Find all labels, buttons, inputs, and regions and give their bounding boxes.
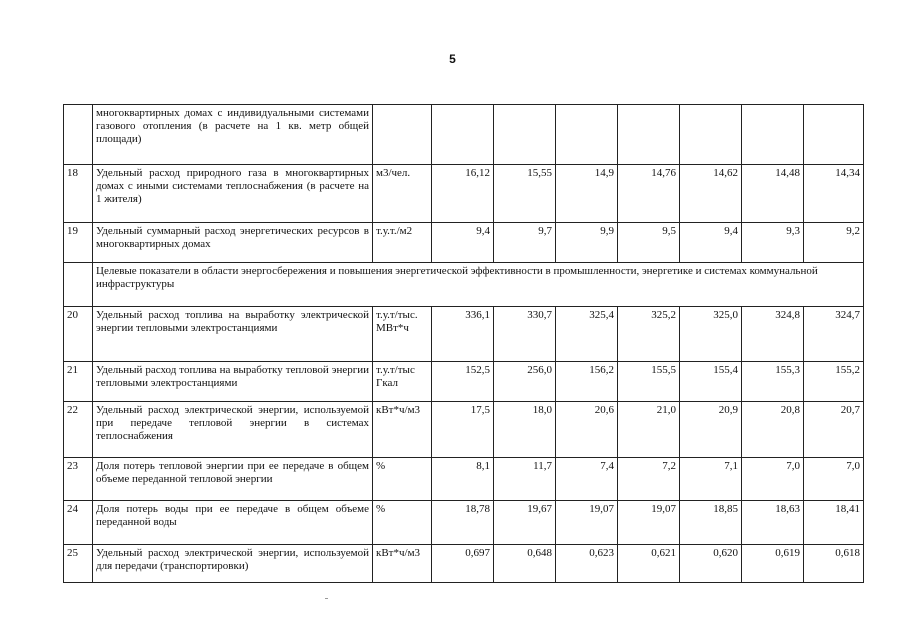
- indicators-table: [63, 104, 864, 583]
- indicator-name: Удельный расход топлива на выработку электрической энергии тепловыми электростанциями: [93, 307, 373, 362]
- value-cell: 11,7: [494, 458, 556, 501]
- table-row: [64, 458, 864, 501]
- section-heading: Целевые показатели в области энергосбережения и повышения энергетической эффективности в промышленности, энергетике и системах коммунальной инфраструктуры: [93, 263, 864, 307]
- value-cell: 8,1: [432, 458, 494, 501]
- value-cell: 14,34: [804, 165, 864, 223]
- value-cell: 0,623: [556, 545, 618, 583]
- table-row: [64, 362, 864, 402]
- value-cell: 330,7: [494, 307, 556, 362]
- value-cell: 20,6: [556, 402, 618, 458]
- value-cell: 155,4: [680, 362, 742, 402]
- value-cell: [618, 105, 680, 165]
- value-cell: 7,2: [618, 458, 680, 501]
- value-cell: 0,697: [432, 545, 494, 583]
- value-cell: [680, 105, 742, 165]
- value-cell: 0,619: [742, 545, 804, 583]
- value-cell: 20,8: [742, 402, 804, 458]
- value-cell: 18,85: [680, 501, 742, 545]
- unit-cell: кВт*ч/м3: [373, 402, 432, 458]
- row-number: 20: [64, 307, 93, 362]
- value-cell: 19,07: [556, 501, 618, 545]
- value-cell: 14,48: [742, 165, 804, 223]
- value-cell: 152,5: [432, 362, 494, 402]
- value-cell: 324,7: [804, 307, 864, 362]
- indicator-name: Доля потерь тепловой энергии при ее передаче в общем объеме переданной тепловой энергии: [93, 458, 373, 501]
- value-cell: [494, 105, 556, 165]
- indicator-name: Удельный расход природного газа в многоквартирных домах с иными системами теплоснабжения (в расчете на 1 жителя): [93, 165, 373, 223]
- value-cell: 156,2: [556, 362, 618, 402]
- value-cell: 9,4: [432, 223, 494, 263]
- value-cell: [742, 105, 804, 165]
- indicator-name: Удельный расход электрической энергии, используемой для передачи (транспортировки): [93, 545, 373, 583]
- value-cell: 325,4: [556, 307, 618, 362]
- indicator-name: Доля потерь воды при ее передаче в общем объеме переданной воды: [93, 501, 373, 545]
- value-cell: 0,620: [680, 545, 742, 583]
- value-cell: 19,07: [618, 501, 680, 545]
- value-cell: [804, 105, 864, 165]
- value-cell: 17,5: [432, 402, 494, 458]
- value-cell: 18,78: [432, 501, 494, 545]
- unit-cell: [373, 105, 432, 165]
- value-cell: 7,1: [680, 458, 742, 501]
- value-cell: 18,0: [494, 402, 556, 458]
- value-cell: 9,5: [618, 223, 680, 263]
- indicator-name: Удельный суммарный расход энергетических ресурсов в многоквартирных домах: [93, 223, 373, 263]
- value-cell: 9,4: [680, 223, 742, 263]
- indicator-name: Удельный расход топлива на выработку тепловой энергии тепловыми электростанциями: [93, 362, 373, 402]
- indicator-name: Удельный расход электрической энергии, используемой при передаче тепловой энергии в системах теплоснабжения: [93, 402, 373, 458]
- row-number: 19: [64, 223, 93, 263]
- value-cell: 155,5: [618, 362, 680, 402]
- value-cell: 16,12: [432, 165, 494, 223]
- value-cell: 0,618: [804, 545, 864, 583]
- unit-cell: %: [373, 458, 432, 501]
- value-cell: 19,67: [494, 501, 556, 545]
- unit-cell: %: [373, 501, 432, 545]
- value-cell: [432, 105, 494, 165]
- row-number: 18: [64, 165, 93, 223]
- unit-cell: т.у.т./м2: [373, 223, 432, 263]
- value-cell: 18,41: [804, 501, 864, 545]
- value-cell: 7,0: [742, 458, 804, 501]
- unit-cell: кВт*ч/м3: [373, 545, 432, 583]
- row-number: [64, 105, 93, 165]
- value-cell: 21,0: [618, 402, 680, 458]
- value-cell: 9,9: [556, 223, 618, 263]
- indicator-name: многоквартирных домах с индивидуальными системами газового отопления (в расчете на 1 кв. метр общей площади): [93, 105, 373, 165]
- value-cell: 7,0: [804, 458, 864, 501]
- value-cell: 325,0: [680, 307, 742, 362]
- value-cell: 18,63: [742, 501, 804, 545]
- value-cell: 14,9: [556, 165, 618, 223]
- row-number: 21: [64, 362, 93, 402]
- unit-cell: т.у.т/тыс Гкал: [373, 362, 432, 402]
- scan-speck: [325, 598, 328, 599]
- value-cell: 324,8: [742, 307, 804, 362]
- value-cell: [556, 105, 618, 165]
- value-cell: 14,76: [618, 165, 680, 223]
- table-row: [64, 223, 864, 263]
- unit-cell: т.у.т/тыс. МВт*ч: [373, 307, 432, 362]
- value-cell: 325,2: [618, 307, 680, 362]
- value-cell: 9,2: [804, 223, 864, 263]
- row-number: 22: [64, 402, 93, 458]
- table-row: [64, 105, 864, 165]
- value-cell: 0,648: [494, 545, 556, 583]
- row-number: 25: [64, 545, 93, 583]
- table-row: [64, 307, 864, 362]
- value-cell: 256,0: [494, 362, 556, 402]
- table-row: [64, 402, 864, 458]
- value-cell: 20,9: [680, 402, 742, 458]
- row-number: 23: [64, 458, 93, 501]
- value-cell: 336,1: [432, 307, 494, 362]
- table-body: [64, 105, 864, 583]
- value-cell: 9,7: [494, 223, 556, 263]
- section-header-row: [64, 263, 864, 307]
- value-cell: 9,3: [742, 223, 804, 263]
- value-cell: 155,2: [804, 362, 864, 402]
- table-row: [64, 545, 864, 583]
- value-cell: 20,7: [804, 402, 864, 458]
- value-cell: 155,3: [742, 362, 804, 402]
- unit-cell: м3/чел.: [373, 165, 432, 223]
- table-row: [64, 165, 864, 223]
- value-cell: 14,62: [680, 165, 742, 223]
- page-number: 5: [449, 52, 456, 66]
- table-row: [64, 501, 864, 545]
- value-cell: 15,55: [494, 165, 556, 223]
- value-cell: 0,621: [618, 545, 680, 583]
- row-number: 24: [64, 501, 93, 545]
- value-cell: 7,4: [556, 458, 618, 501]
